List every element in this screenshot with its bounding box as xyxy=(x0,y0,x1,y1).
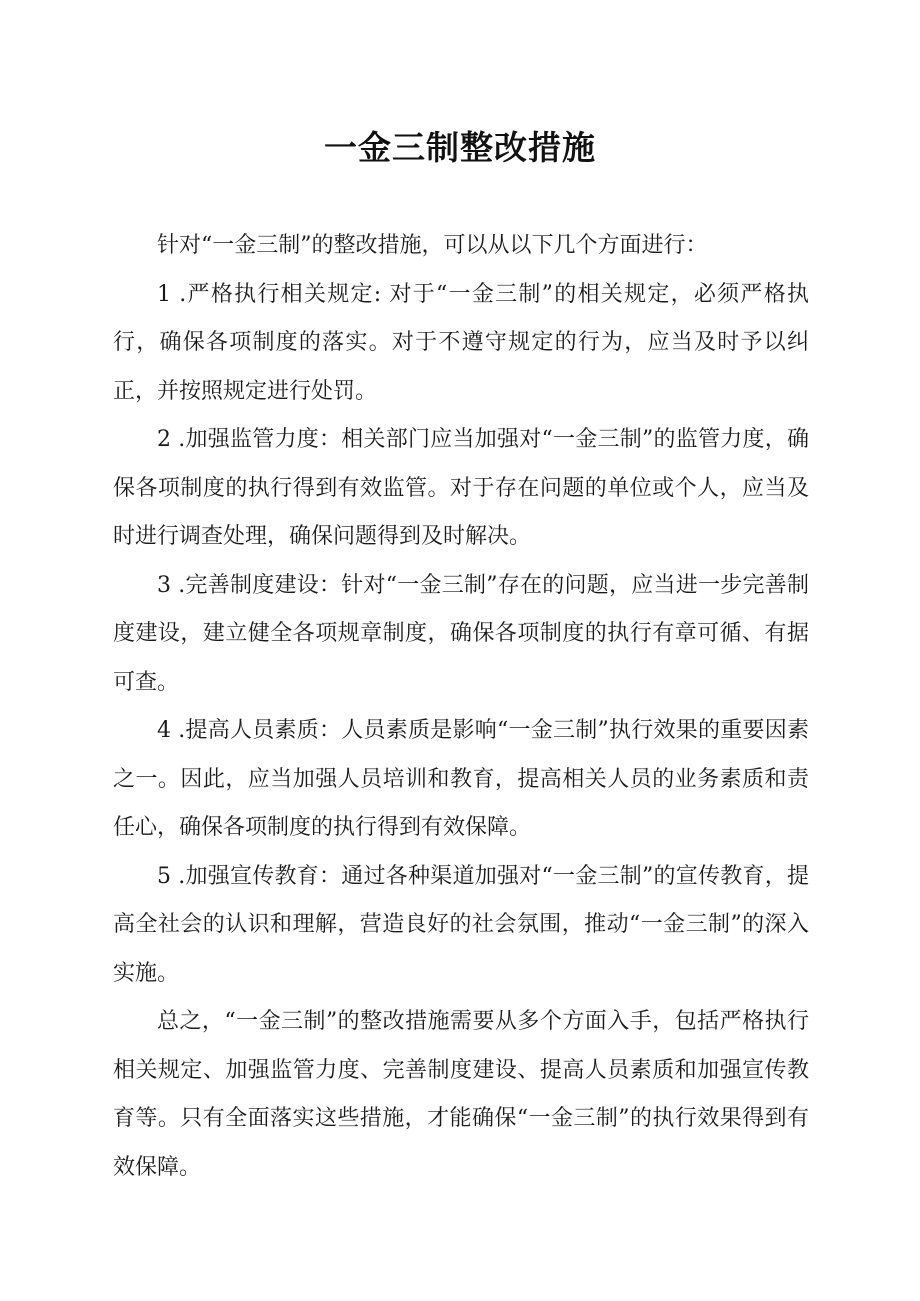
measure-paragraph-1: 1 .严格执行相关规定: 对于“一金三制”的相关规定，必须严格执行，确保各项制度的落实。对于不遵守规定的行为，应当及时予以纠正，并按照规定进行处罚。 xyxy=(113,281,809,404)
intro-paragraph: 针对“一金三制”的整改措施，可以从以下几个方面进行： xyxy=(157,233,708,258)
document-title: 一金三制整改措施 xyxy=(324,128,596,167)
measure-paragraph-4: 4 .提高人员素质：人员素质是影响“一金三制”执行效果的重要因素之一。因此，应当加强人员培训和教育，提高相关人员的业务素质和责任心，确保各项制度的执行得到有效保障。 xyxy=(113,718,809,840)
measure-paragraph-5: 5 .加强宣传教育：通过各种渠道加强对“一金三制”的宣传教育，提高全社会的认识和理解，营造良好的社会氛围，推动“一金三制”的深入实施。 xyxy=(113,863,809,986)
measure-paragraph-2: 2 .加强监管力度：相关部门应当加强对“一金三制”的监管力度，确保各项制度的执行得到有效监管。对于存在问题的单位或个人，应当及时进行调查处理，确保问题得到及时解决。 xyxy=(113,427,809,549)
summary-paragraph: 总之，“一金三制”的整改措施需要从多个方面入手，包括严格执行相关规定、加强监管力度、完善制度建设、提高人员素质和加强宣传教育等。只有全面落实这些措施，才能确保“一金三制”的执行效果得到有效保障。 xyxy=(113,1009,809,1180)
document-body xyxy=(113,222,809,1192)
measure-paragraph-3: 3 .完善制度建设：针对“一金三制”存在的问题，应当进一步完善制度建设，建立健全各项规章制度，确保各项制度的执行有章可循、有据可查。 xyxy=(113,572,809,695)
